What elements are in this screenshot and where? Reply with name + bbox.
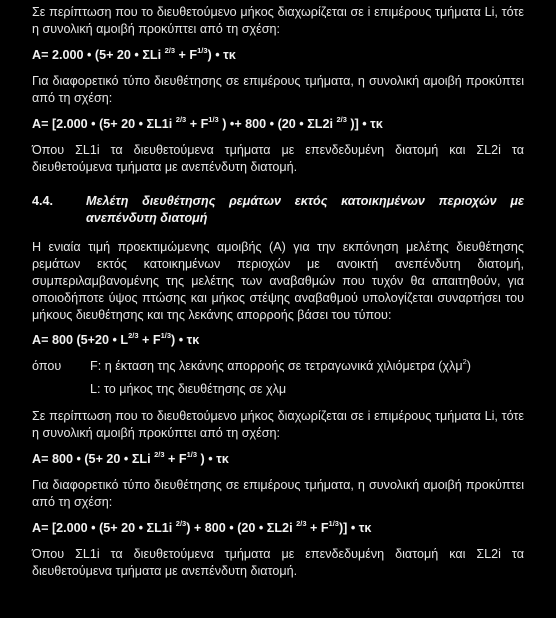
definition-f [32,358,524,375]
paragraph-segmented-length-2: Σε περίπτωση που το διευθετούμενο μήκος διαχωρίζεται σε i επιμέρους τμήματα Li, τότε η συνολική αμοιβή προκύπτει από τη σχέση: [32,409,524,440]
formula-different-type-2: A= [2.000 • (5+ 20 • ΣL1i $^{2/3}$) + 800 • (20 • ΣL2i $^{2/3} + F^{1/3}$)] • τκ [32,519,372,535]
formula-different-type: A= [2.000 • (5+ 20 • ΣL1i $^{2/3} + F^{1/3}$ ) •+ 800 • (20 • ΣL2i $^{2/3}$ )] • τκ [32,115,383,131]
section-number: 4.4. [32,194,54,208]
definition-l [32,381,524,398]
formula-main: A= 800 (5+20 • $L^{2/3} + F^{1/3}$) • τκ [32,331,200,347]
definition-l-text: L: το μήκος της διευθέτησης σε χλμ [90,382,287,396]
where-label: όπου [32,359,62,373]
paragraph-where-definition-2: Όπου ΣL1i τα διευθετούμενα τμήματα με επενδεδυμένη διατομή και ΣL2i τα διευθετούμενα τμήματα με ανεπένδυτη διατομή. [32,547,524,578]
formula-segmented: A= 2.000 • (5+ 20 • ΣLi $^{2/3} + F^{1/3}$) • τκ [32,46,236,62]
formula-segmented-2: A= 800 • (5+ 20 • ΣLi $^{2/3} + F^{1/3}$ ) • τκ [32,450,229,466]
section-title: Μελέτη διευθέτησης ρεμάτων εκτός κατοικημένων περιοχών με ανεπένδυτη διατομή [86,194,524,225]
paragraph-different-type: Για διαφορετικό τύπο διευθέτησης σε επιμέρους τμήματα, η συνολική αμοιβή προκύπτει από τη σχέση: [32,74,524,105]
paragraph-unified-fee: Η ενιαία τιμή προεκτιμώμενης αμοιβής (Α) για την εκπόνηση μελέτης διευθέτησης ρεμάτων εκτός κατοικημένων περιοχών με ανοικτή ανεπένδυτη διατομή, συμπεριλαμβανομένης της μελέτης των αναβαθμών που τυχόν θα απαιτηθούν, για οποιοδήποτε ύψος πτώσης και μήκος στέψης αναβαθμού υπολογίζεται συναρτήσει του μήκους διευθέτησης και της λεκάνης απορροής βάσει του τύπου: [32,240,524,322]
definition-f-text: F: η έκταση της λεκάνης απορροής σε τετραγωνικά χιλιόμετρα (χλμ$^2$) [90,357,471,373]
section-heading [32,193,524,227]
paragraph-different-type-2: Για διαφορετικό τύπο διευθέτησης σε επιμέρους τμήματα, η συνολική αμοιβή προκύπτει από τη σχέση: [32,478,524,509]
paragraph-segmented-length: Σε περίπτωση που το διευθετούμενο μήκος διαχωρίζεται σε i επιμέρους τμήματα Li, τότε η συνολική αμοιβή προκύπτει από τη σχέση: [32,5,524,36]
paragraph-where-definition: Όπου ΣL1i τα διευθετούμενα τμήματα με επενδεδυμένη διατομή και ΣL2i τα διευθετούμενα τμήματα με ανεπένδυτη διατομή. [32,143,524,174]
